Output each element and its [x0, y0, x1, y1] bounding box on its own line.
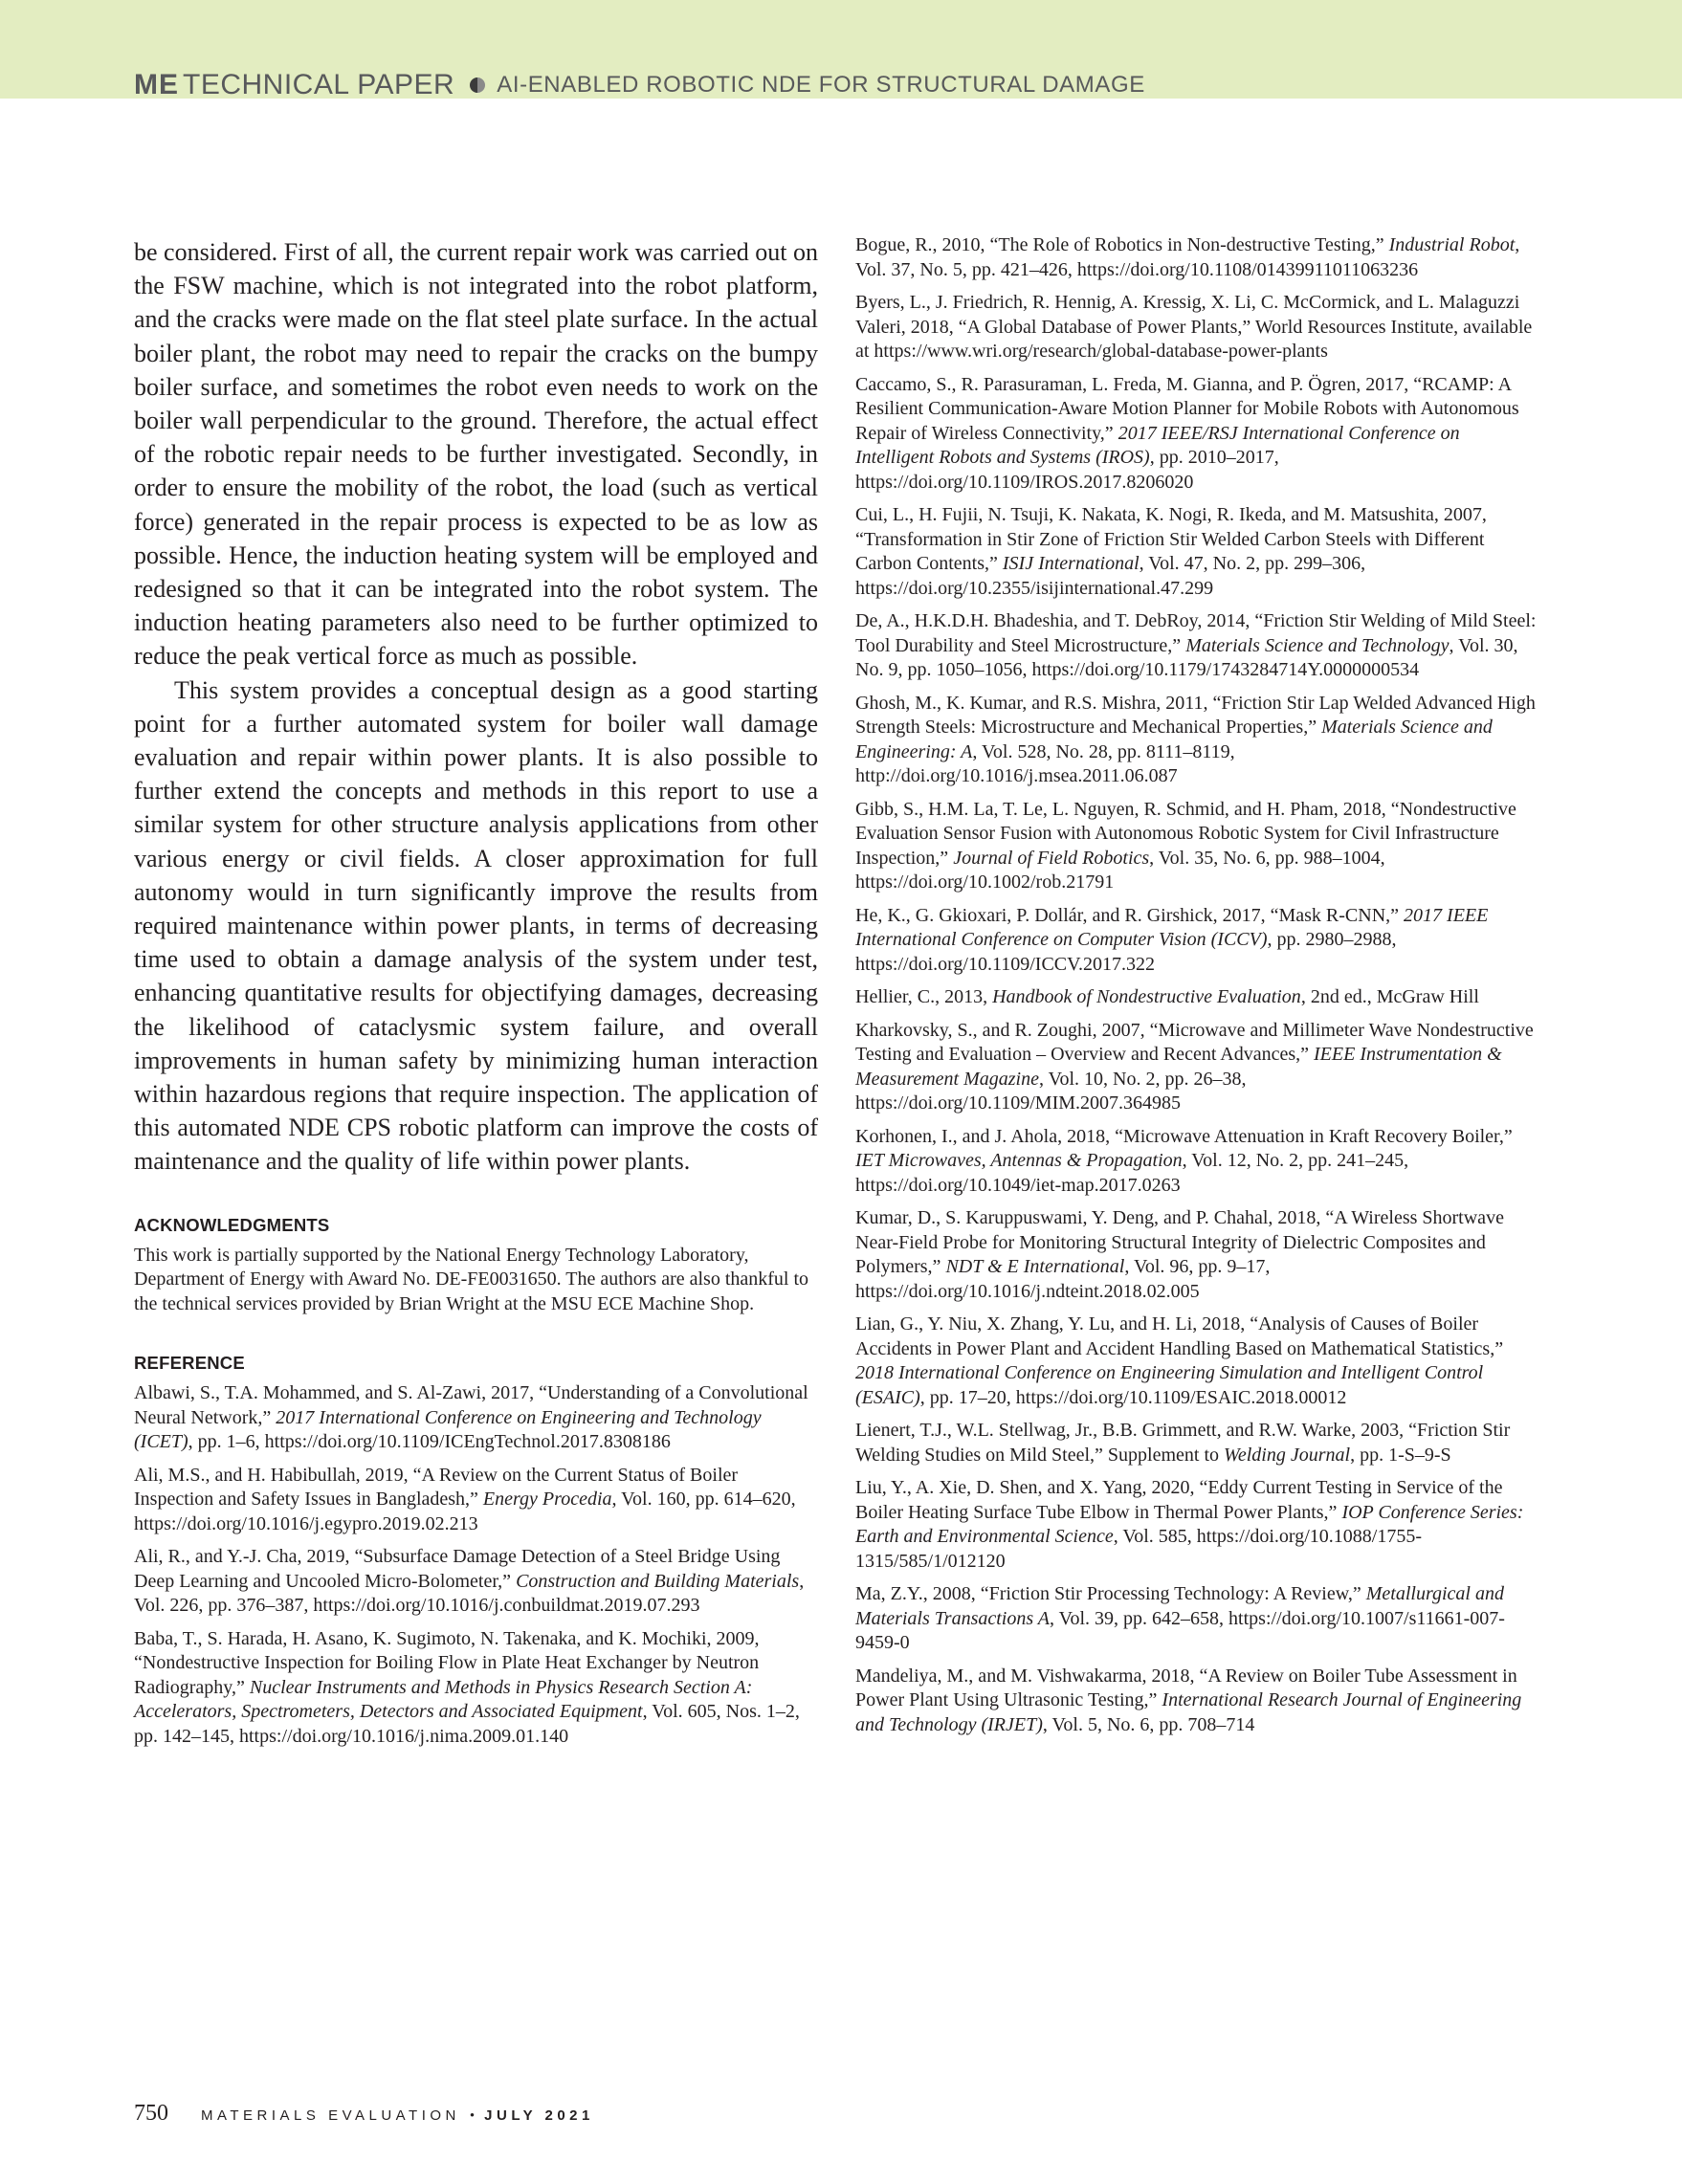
reference-details: , Vol. 160, pp. 614–620, https://doi.org/10.1016/j.egypro.2019.02.213 [134, 1489, 796, 1534]
reference-text: Lian, G., Y. Niu, X. Zhang, Y. Lu, and H. Li, 2018, “Analysis of Causes of Boiler Accidents in Power Plant and Accident Handling Based on Mathematical Statistics,” [855, 1313, 1504, 1359]
reference-source: Metallurgical and Materials Transactions A [855, 1583, 1504, 1629]
page-number: 750 [134, 2101, 168, 2126]
reference-source: Materials Science and Engineering: A [855, 717, 1493, 762]
reference-source: Handbook of Nondestructive Evaluation [992, 986, 1301, 1007]
article-type: TECHNICAL PAPER [183, 69, 455, 100]
reference-source: Journal of Field Robotics [953, 847, 1150, 869]
reference-details: , pp. 2980–2988, https://doi.org/10.1109/ICCV.2017.322 [855, 929, 1397, 975]
reference-details: , Vol. 30, No. 9, pp. 1050–1056, https://doi.org/10.1179/1743284714Y.0000000534 [855, 634, 1518, 680]
reference-item [134, 1464, 818, 1537]
reference-item [855, 1419, 1537, 1467]
reference-source: 2018 International Conference on Engineering Simulation and Intelligent Control (ESAIC) [855, 1362, 1484, 1408]
reference-text: Kumar, D., S. Karuppuswami, Y. Deng, and P. Chahal, 2018, “A Wireless Shortwave Near-Field Probe for Monitoring Structural Integrity of Dielectric Composites and Polymers,” [855, 1207, 1504, 1277]
reference-text: Mandeliya, M., and M. Vishwakarma, 2018, “A Review on Boiler Tube Assessment in Power Plant Using Ultrasonic Testing,” [855, 1665, 1517, 1710]
reference-details: , Vol. 39, pp. 642–658, https://doi.org/10.1007/s11661-007-9459-0 [855, 1607, 1505, 1653]
reference-item [855, 609, 1537, 683]
reference-item [855, 291, 1537, 364]
reference-source: International Research Journal of Engineering and Technology (IRJET) [855, 1689, 1522, 1735]
reference-text: Liu, Y., A. Xie, D. Shen, and X. Yang, 2020, “Eddy Current Testing in Service of the Boiler Heating Surface Tube Elbow in Thermal Power Plants,” [855, 1477, 1503, 1523]
reference-text: Gibb, S., H.M. La, T. Le, L. Nguyen, R. Schmid, and H. Pham, 2018, “Nondestructive Evaluation Sensor Fusion with Autonomous Robotic System for Civil Infrastructure Inspection,” [855, 798, 1516, 869]
body-paragraph-1: be considered. First of all, the current repair work was carried out on the FSW machine, which is not integrated into the robot platform, and the cracks were made on the flat steel plate surface. In the actual boiler plant, the robot may need to repair the cracks on the bumpy boiler surface, and sometimes the robot even needs to work on the boiler wall perpendicular to the ground. Therefore, the actual effect of the robotic repair needs to be further investigated. Secondly, in order to ensure the mobility of the robot, the load (such as vertical force) generated in the repair process is expected to be as low as possible. Hence, the induction heating system will be employed and redesigned so that it can be integrated into the robot system. The induction heating parameters also need to be further optimized to reduce the peak vertical force as much as possible. [134, 238, 818, 671]
acknowledgments-heading: ACKNOWLEDGMENTS [134, 1214, 330, 1235]
reference-list-left [134, 1381, 818, 1749]
reference-details: , Vol. 37, No. 5, pp. 421–426, https://doi.org/10.1108/01439911011063236 [855, 234, 1520, 280]
reference-item [855, 1206, 1537, 1304]
reference-source: Materials Science and Technology [1185, 634, 1450, 656]
reference-details: , pp. 2010–2017, https://doi.org/10.1109/IROS.2017.8206020 [855, 447, 1279, 493]
reference-item [855, 798, 1537, 895]
reference-item [855, 373, 1537, 496]
reference-source: Construction and Building Materials [516, 1570, 800, 1592]
reference-item [855, 692, 1537, 789]
reference-item [134, 1381, 818, 1455]
reference-item [134, 1627, 818, 1750]
reference-text: Lienert, T.J., W.L. Stellwag, Jr., B.B. Grimmett, and R.W. Warke, 2003, “Friction Stir Welding Studies on Mild Steel,” Supplement to [855, 1420, 1511, 1466]
reference-item [855, 1313, 1537, 1410]
reference-source: IEEE Instrumentation & Measurement Magazine [855, 1044, 1502, 1090]
reference-item [134, 1545, 818, 1619]
reference-text: Albawi, S., T.A. Mohammed, and S. Al-Zawi, 2017, “Understanding of a Convolutional Neural Network,” [134, 1382, 808, 1428]
reference-item [855, 1476, 1537, 1574]
reference-text: Byers, L., J. Friedrich, R. Hennig, A. Kressig, X. Li, C. McCormick, and L. Malaguzzi Valeri, 2018, “A Global Database of Power Plants,” World Resources Institute, available at https://www.wri.org/research/global-database-power-plants [855, 292, 1533, 362]
references-heading: REFERENCE [134, 1353, 245, 1374]
reference-text: Ali, R., and Y.-J. Cha, 2019, “Subsurface Damage Detection of a Steel Bridge Using Deep Learning and Uncooled Micro-Bolometer,” [134, 1546, 781, 1592]
reference-item [855, 1019, 1537, 1116]
half-circle-icon [470, 77, 485, 93]
reference-details: , pp. 1–6, https://doi.org/10.1109/ICEngTechnol.2017.8308186 [188, 1431, 671, 1453]
reference-list-right [855, 233, 1537, 1737]
reference-details: , Vol. 12, No. 2, pp. 241–245, https://doi.org/10.1049/iet-map.2017.0263 [855, 1150, 1409, 1196]
reference-item [855, 233, 1537, 282]
reference-details: , pp. 17–20, https://doi.org/10.1109/ESAIC.2018.00012 [919, 1386, 1347, 1408]
acknowledgments-text: This work is partially supported by the National Energy Technology Laboratory, Department of Energy with Award No. DE-FE0031650. The authors are also thankful to the technical services provided by Brian Wright at the MSU ECE Machine Shop. [134, 1244, 809, 1314]
reference-details: , Vol. 47, No. 2, pp. 299–306, https://doi.org/10.2355/isijinternational.47.299 [855, 553, 1366, 599]
footer-bullet: • [469, 2108, 476, 2124]
reference-source: 2017 International Conference on Engineering and Technology (ICET) [134, 1406, 762, 1453]
running-title: AI-ENABLED ROBOTIC NDE FOR STRUCTURAL DAMAGE [497, 72, 1145, 98]
reference-source: Nuclear Instruments and Methods in Physics Research Section A: Accelerators, Spectrometers, Detectors and Associated Equipment [134, 1676, 753, 1723]
reference-item [855, 503, 1537, 601]
reference-text: Hellier, C., 2013, [855, 986, 993, 1007]
page-footer [134, 2101, 594, 2127]
reference-source: 2017 IEEE International Conference on Computer Vision (ICCV) [855, 904, 1489, 950]
reference-item [855, 985, 1537, 1010]
reference-text: Ali, M.S., and H. Habibullah, 2019, “A Review on the Current Status of Boiler Inspection and Safety Issues in Bangladesh,” [134, 1464, 739, 1511]
reference-source: Industrial Robot [1388, 234, 1516, 255]
reference-source: IOP Conference Series: Earth and Environmental Science [855, 1501, 1524, 1547]
reference-item [855, 1125, 1537, 1199]
reference-details: , Vol. 10, No. 2, pp. 26–38, https://doi.org/10.1109/MIM.2007.364985 [855, 1068, 1247, 1114]
reference-text: Korhonen, I., and J. Ahola, 2018, “Microwave Attenuation in Kraft Recovery Boiler,” [855, 1125, 1513, 1147]
reference-text: He, K., G. Gkioxari, P. Dollár, and R. Girshick, 2017, “Mask R-CNN,” [855, 904, 1405, 926]
reference-item [855, 1582, 1537, 1656]
reference-details: , Vol. 96, pp. 9–17, https://doi.org/10.1016/j.ndteint.2018.02.005 [855, 1256, 1271, 1302]
reference-text: Caccamo, S., R. Parasuraman, L. Freda, M. Gianna, and P. Ögren, 2017, “RCAMP: A Resilient Communication-Aware Motion Planner for Mobile Robots with Autonomous Repair of Wireless Connectivity,” [855, 373, 1519, 444]
reference-details: , Vol. 226, pp. 376–387, https://doi.org/10.1016/j.conbuildmat.2019.07.293 [134, 1570, 805, 1617]
reference-details: , Vol. 5, No. 6, pp. 708–714 [1042, 1713, 1255, 1735]
reference-source: IET Microwaves, Antennas & Propagation [855, 1150, 1183, 1171]
journal-name: MATERIALS EVALUATION [201, 2107, 460, 2124]
reference-text: Baba, T., S. Harada, H. Asano, K. Sugimoto, N. Takenaka, and K. Mochiki, 2009, “Nondestructive Inspection for Boiling Flow in Plate Heat Exchanger by Neutron Radiography,” [134, 1627, 760, 1698]
reference-details: , pp. 1-S–9-S [1350, 1444, 1451, 1466]
reference-text: De, A., H.K.D.H. Bhadeshia, and T. DebRoy, 2014, “Friction Stir Welding of Mild Steel: Tool Durability and Steel Microstructure,” [855, 610, 1537, 656]
reference-source: Welding Journal [1224, 1444, 1351, 1466]
reference-item [855, 1665, 1537, 1738]
reference-details: , Vol. 605, Nos. 1–2, pp. 142–145, https://doi.org/10.1016/j.nima.2009.01.140 [134, 1701, 800, 1747]
reference-text: Kharkovsky, S., and R. Zoughi, 2007, “Microwave and Millimeter Wave Nondestructive Testing and Evaluation – Overview and Recent Advances,” [855, 1019, 1534, 1065]
reference-text: Ma, Z.Y., 2008, “Friction Stir Processing Technology: A Review,” [855, 1583, 1366, 1604]
reference-details: , Vol. 528, No. 28, pp. 8111–8119, http://doi.org/10.1016/j.msea.2011.06.087 [855, 740, 1235, 786]
issue-date: JULY 2021 [484, 2107, 594, 2124]
running-header [134, 69, 1145, 101]
reference-source: NDT & E International [945, 1256, 1125, 1277]
reference-text: Cui, L., H. Fujii, N. Tsuji, K. Nakata, K. Nogi, R. Ikeda, and M. Matsushita, 2007, “Transformation in Stir Zone of Friction Stir Welded Carbon Steels with Different Carbon Contents,” [855, 504, 1487, 574]
reference-details: , Vol. 35, No. 6, pp. 988–1004, https://doi.org/10.1002/rob.21791 [855, 847, 1385, 893]
reference-source: ISIJ International [1002, 553, 1140, 574]
reference-source: Energy Procedia [482, 1489, 612, 1511]
body-paragraph-2: This system provides a conceptual design as a good starting point for a further automated system for boiler wall damage evaluation and repair within power plants. It is also possible to further extend the concepts and methods in this report to use a similar system for other structure analysis applications from other various energy or civil fields. A closer approximation for full autonomy would in turn significantly improve the results from required maintenance within power plants, in terms of decreasing time used to obtain a damage analysis of the system under test, enhancing quantitative results for objectifying damages, decreasing the likelihood of cataclysmic system failure, and overall improvements in human safety by minimizing human interaction within hazardous regions that require inspection. The application of this automated NDE CPS robotic platform can improve the costs of maintenance and the quality of life within power plants. [134, 675, 818, 1176]
left-column [134, 235, 818, 1757]
reference-details: , 2nd ed., McGraw Hill [1300, 986, 1479, 1007]
right-column [855, 233, 1537, 1746]
reference-text: Ghosh, M., K. Kumar, and R.S. Mishra, 2011, “Friction Stir Lap Welded Advanced High Strength Steels: Microstructure and Mechanical Properties,” [855, 692, 1536, 738]
reference-item [855, 904, 1537, 978]
magazine-brand: ME [134, 69, 179, 100]
reference-details: , Vol. 585, https://doi.org/10.1088/1755-1315/585/1/012120 [855, 1526, 1423, 1572]
reference-text: Bogue, R., 2010, “The Role of Robotics in Non-destructive Testing,” [855, 234, 1389, 255]
reference-source: 2017 IEEE/RSJ International Conference on Intelligent Robots and Systems (IROS) [855, 422, 1460, 468]
